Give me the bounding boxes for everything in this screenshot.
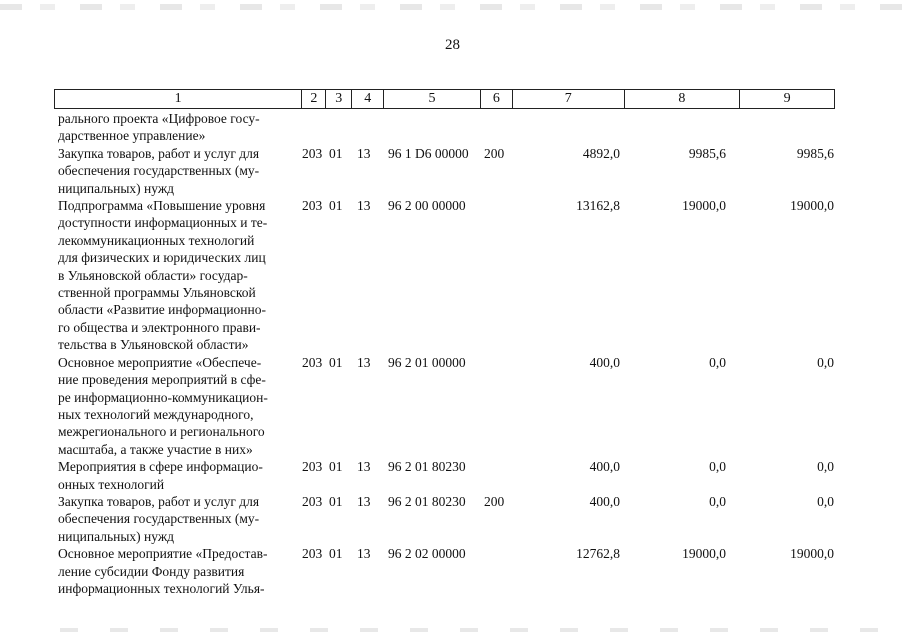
col-pr: 01 — [329, 546, 343, 562]
col-amount-9: 19000,0 — [790, 198, 834, 214]
header-col-5: 5 — [384, 90, 481, 108]
col-code: 96 2 01 80230 — [388, 493, 466, 509]
col-csr: 13 — [357, 198, 371, 214]
col-vr — [484, 110, 514, 145]
scan-artifact-top — [0, 4, 905, 10]
col-amount-7: 13162,8 — [576, 198, 620, 214]
description-line: дарственное управление» — [58, 128, 206, 144]
col-pr: 01 — [329, 145, 343, 161]
col-csr: 13 — [357, 459, 371, 475]
row-description — [58, 145, 302, 197]
col-amount-8: 19000,0 — [682, 198, 726, 214]
description-line: Мероприятия в сфере информацио- — [58, 459, 263, 475]
row-description — [58, 545, 302, 597]
col-amount-7: 400,0 — [589, 354, 620, 370]
header-col-3: 3 — [326, 90, 352, 108]
col-csr: 13 — [357, 145, 371, 161]
col-vr — [484, 545, 514, 597]
col-amount-9: 0,0 — [817, 459, 834, 475]
col-code: 96 2 02 00000 — [388, 546, 466, 562]
description-line: Основное мероприятие «Предостав- — [58, 546, 268, 562]
row-description — [58, 354, 302, 458]
col-amount-8: 9985,6 — [688, 145, 726, 161]
header-col-8: 8 — [625, 90, 741, 108]
description-line: Основное мероприятие «Обеспече- — [58, 354, 262, 370]
col-csr: 13 — [357, 493, 371, 509]
col-amount-9: 9985,6 — [796, 145, 834, 161]
description-line: ление субсидии Фонду развития — [58, 563, 245, 579]
col-rz: 203 — [302, 198, 323, 214]
col-rz: 203 — [302, 493, 323, 509]
col-rz — [302, 110, 329, 145]
col-amount-8: 0,0 — [709, 493, 726, 509]
col-amount-9: 19000,0 — [790, 546, 834, 562]
description-line: ных технологий международного, — [58, 406, 254, 422]
description-line: ние проведения мероприятий в сфе- — [58, 372, 266, 388]
description-line: ниципальных) нужд — [58, 180, 175, 196]
header-col-9: 9 — [783, 91, 791, 106]
description-line: Закупка товаров, работ и услуг для — [58, 493, 260, 509]
col-rz: 203 — [302, 354, 323, 370]
col-code: 96 2 01 00000 — [388, 354, 466, 370]
row-description — [58, 493, 302, 545]
header-col-7: 7 — [513, 90, 625, 108]
col-amount-7 — [514, 110, 626, 145]
description-line: рального проекта «Цифровое госу- — [58, 111, 260, 126]
col-vr: 200 — [484, 145, 505, 161]
col-amount-8 — [626, 110, 734, 145]
col-vr: 200 — [484, 493, 505, 509]
description-line: лекоммуникационных технологий — [58, 232, 255, 248]
description-line: межрегионального и регионального — [58, 424, 265, 440]
col-code — [388, 110, 484, 145]
col-rz: 203 — [302, 145, 323, 161]
description-line: доступности информационных и те- — [58, 215, 268, 231]
row-description — [58, 110, 302, 145]
table-row — [58, 354, 838, 458]
header-col-4: 4 — [352, 90, 384, 108]
col-pr: 01 — [329, 198, 343, 214]
col-code: 96 1 D6 00000 — [388, 145, 469, 161]
col-code: 96 2 01 80230 — [388, 459, 466, 475]
header-col-6: 6 — [481, 90, 513, 108]
col-vr — [484, 354, 514, 458]
col-amount-9: 0,0 — [817, 493, 834, 509]
header-col-1: 1 — [55, 90, 302, 108]
col-csr: 13 — [357, 546, 371, 562]
row-description — [58, 458, 302, 493]
description-line: масштаба, а также участие в них» — [58, 441, 253, 457]
description-line: в Ульяновской области» государ- — [58, 267, 248, 283]
table-row — [58, 145, 838, 197]
row-description — [58, 197, 302, 354]
description-line: Подпрограмма «Повышение уровня — [58, 198, 266, 214]
col-amount-8: 19000,0 — [682, 546, 726, 562]
description-line: информационных технологий Улья- — [58, 580, 265, 596]
description-line: ственной программы Ульяновской — [58, 285, 256, 301]
col-amount-8: 0,0 — [709, 459, 726, 475]
description-line: области «Развитие информационно- — [58, 302, 267, 318]
col-amount-7: 400,0 — [589, 493, 620, 509]
col-code: 96 2 00 00000 — [388, 198, 466, 214]
col-amount-8: 0,0 — [709, 354, 726, 370]
description-line: для физических и юридических лиц — [58, 250, 266, 266]
col-csr — [357, 110, 388, 145]
col-amount-9 — [734, 110, 838, 145]
col-pr — [329, 110, 357, 145]
description-line: Закупка товаров, работ и услуг для — [58, 145, 260, 161]
col-pr: 01 — [329, 493, 343, 509]
page-number: 28 — [445, 37, 460, 53]
col-vr — [484, 197, 514, 354]
description-line: тельства в Ульяновской области» — [58, 337, 249, 353]
description-line: обеспечения государственных (му- — [58, 511, 260, 527]
header-col-2: 2 — [302, 90, 326, 108]
col-amount-7: 12762,8 — [576, 546, 620, 562]
col-rz: 203 — [302, 459, 323, 475]
table-row — [58, 197, 838, 354]
col-amount-7: 4892,0 — [582, 145, 620, 161]
description-line: ниципальных) нужд — [58, 528, 175, 544]
table-header — [54, 89, 835, 109]
budget-table — [58, 110, 838, 597]
description-line: ре информационно-коммуникацион- — [58, 389, 268, 405]
col-amount-7: 400,0 — [589, 459, 620, 475]
col-csr: 13 — [357, 354, 371, 370]
table-row — [58, 110, 838, 145]
col-rz: 203 — [302, 546, 323, 562]
col-pr: 01 — [329, 459, 343, 475]
col-pr: 01 — [329, 354, 343, 370]
table-row — [58, 493, 838, 545]
table-row — [58, 545, 838, 597]
table-row — [58, 458, 838, 493]
description-line: онных технологий — [58, 476, 165, 492]
col-amount-9: 0,0 — [817, 354, 834, 370]
col-vr — [484, 458, 514, 493]
description-line: обеспечения государственных (му- — [58, 163, 260, 179]
description-line: го общества и электронного прави- — [58, 319, 261, 335]
scan-artifact-bottom — [60, 628, 880, 632]
